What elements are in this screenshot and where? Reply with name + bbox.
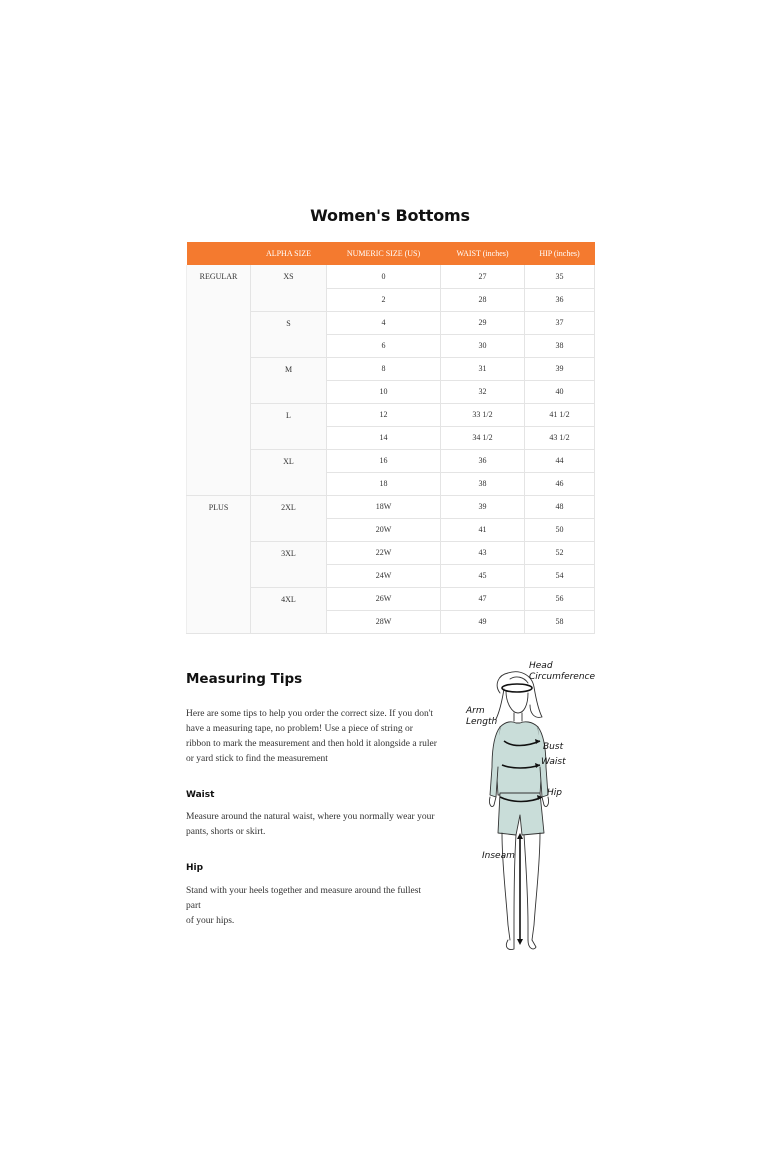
label-arm-length — [466, 706, 497, 728]
measuring-figure — [460, 655, 600, 960]
waist-cell: 34 1/2 — [441, 426, 525, 449]
label-hip: Hip — [547, 788, 562, 798]
table-row — [187, 495, 595, 518]
waist-text — [186, 810, 438, 840]
label-head-line-1: Head — [529, 661, 553, 671]
waist-text-line: Measure around the natural waist, where you normally wear your — [186, 812, 435, 822]
waist-cell: 36 — [441, 449, 525, 472]
hip-heading: Hip — [186, 863, 204, 873]
alpha-size-cell: XL — [251, 449, 327, 495]
numeric-size-cell: 20W — [327, 518, 441, 541]
waist-cell: 38 — [441, 472, 525, 495]
hip-cell: 38 — [525, 334, 595, 357]
tips-intro-line: Here are some tips to help you order the correct size. If you don't — [186, 709, 434, 719]
numeric-size-cell: 8 — [327, 357, 441, 380]
numeric-size-cell: 22W — [327, 541, 441, 564]
tips-intro-line: ribbon to mark the measurement and then hold it alongside a ruler — [186, 739, 437, 749]
alpha-size-cell: S — [251, 311, 327, 357]
numeric-size-cell: 18 — [327, 472, 441, 495]
label-arm-line-2: Length — [466, 717, 498, 727]
waist-cell: 27 — [441, 265, 525, 288]
label-inseam: Inseam — [482, 851, 515, 861]
numeric-size-cell: 2 — [327, 288, 441, 311]
waist-cell: 33 1/2 — [441, 403, 525, 426]
hip-cell: 37 — [525, 311, 595, 334]
numeric-size-cell: 12 — [327, 403, 441, 426]
waist-cell: 39 — [441, 495, 525, 518]
hip-cell: 41 1/2 — [525, 403, 595, 426]
numeric-size-cell: 28W — [327, 610, 441, 633]
numeric-size-cell: 14 — [327, 426, 441, 449]
tips-intro — [186, 707, 438, 767]
hip-text-line: of your hips. — [186, 916, 235, 926]
header-alpha-size: ALPHA SIZE — [251, 242, 327, 265]
numeric-size-cell: 4 — [327, 311, 441, 334]
header-numeric-size: NUMERIC SIZE (US) — [327, 242, 441, 265]
table-body — [187, 265, 595, 633]
chart-title: Women's Bottoms — [310, 206, 470, 225]
waist-text-line: pants, shorts or skirt. — [186, 827, 266, 837]
label-head-line-2: Circumference — [529, 672, 596, 682]
waist-cell: 28 — [441, 288, 525, 311]
alpha-size-cell: 4XL — [251, 587, 327, 633]
numeric-size-cell: 6 — [327, 334, 441, 357]
hip-cell: 44 — [525, 449, 595, 472]
hip-cell: 48 — [525, 495, 595, 518]
label-bust: Bust — [543, 742, 564, 752]
label-head-circumference — [529, 661, 595, 683]
numeric-size-cell: 18W — [327, 495, 441, 518]
numeric-size-cell: 0 — [327, 265, 441, 288]
table-row — [187, 265, 595, 288]
waist-cell: 29 — [441, 311, 525, 334]
alpha-size-cell: XS — [251, 265, 327, 311]
hip-text — [186, 884, 438, 929]
category-cell: REGULAR — [187, 265, 251, 495]
hip-text-line: Stand with your heels together and measure around the fullest part — [186, 886, 422, 911]
label-arm-line-1: Arm — [466, 706, 485, 716]
header-category — [187, 242, 251, 265]
alpha-size-cell: 3XL — [251, 541, 327, 587]
hip-cell: 35 — [525, 265, 595, 288]
hip-cell: 39 — [525, 357, 595, 380]
hip-cell: 36 — [525, 288, 595, 311]
waist-cell: 32 — [441, 380, 525, 403]
table-header-row — [187, 242, 595, 265]
hip-cell: 56 — [525, 587, 595, 610]
tips-intro-line: or yard stick to find the measurement — [186, 754, 328, 764]
header-hip: HIP (inches) — [525, 242, 595, 265]
header-waist: WAIST (inches) — [441, 242, 525, 265]
hip-cell: 52 — [525, 541, 595, 564]
hip-cell: 58 — [525, 610, 595, 633]
numeric-size-cell: 24W — [327, 564, 441, 587]
numeric-size-cell: 26W — [327, 587, 441, 610]
waist-cell: 31 — [441, 357, 525, 380]
tips-title: Measuring Tips — [186, 671, 303, 687]
woman-figure-illustration — [460, 655, 600, 960]
category-cell: PLUS — [187, 495, 251, 633]
hip-cell: 40 — [525, 380, 595, 403]
waist-cell: 47 — [441, 587, 525, 610]
size-chart-table — [186, 242, 595, 634]
hip-cell: 43 1/2 — [525, 426, 595, 449]
hip-cell: 46 — [525, 472, 595, 495]
numeric-size-cell: 10 — [327, 380, 441, 403]
alpha-size-cell: 2XL — [251, 495, 327, 541]
hip-cell: 54 — [525, 564, 595, 587]
waist-cell: 41 — [441, 518, 525, 541]
waist-heading: Waist — [186, 790, 215, 800]
waist-cell: 30 — [441, 334, 525, 357]
label-waist: Waist — [541, 757, 566, 767]
hip-cell: 50 — [525, 518, 595, 541]
numeric-size-cell: 16 — [327, 449, 441, 472]
tips-intro-line: have a measuring tape, no problem! Use a piece of string or — [186, 724, 413, 734]
alpha-size-cell: L — [251, 403, 327, 449]
waist-cell: 43 — [441, 541, 525, 564]
alpha-size-cell: M — [251, 357, 327, 403]
waist-cell: 49 — [441, 610, 525, 633]
waist-cell: 45 — [441, 564, 525, 587]
